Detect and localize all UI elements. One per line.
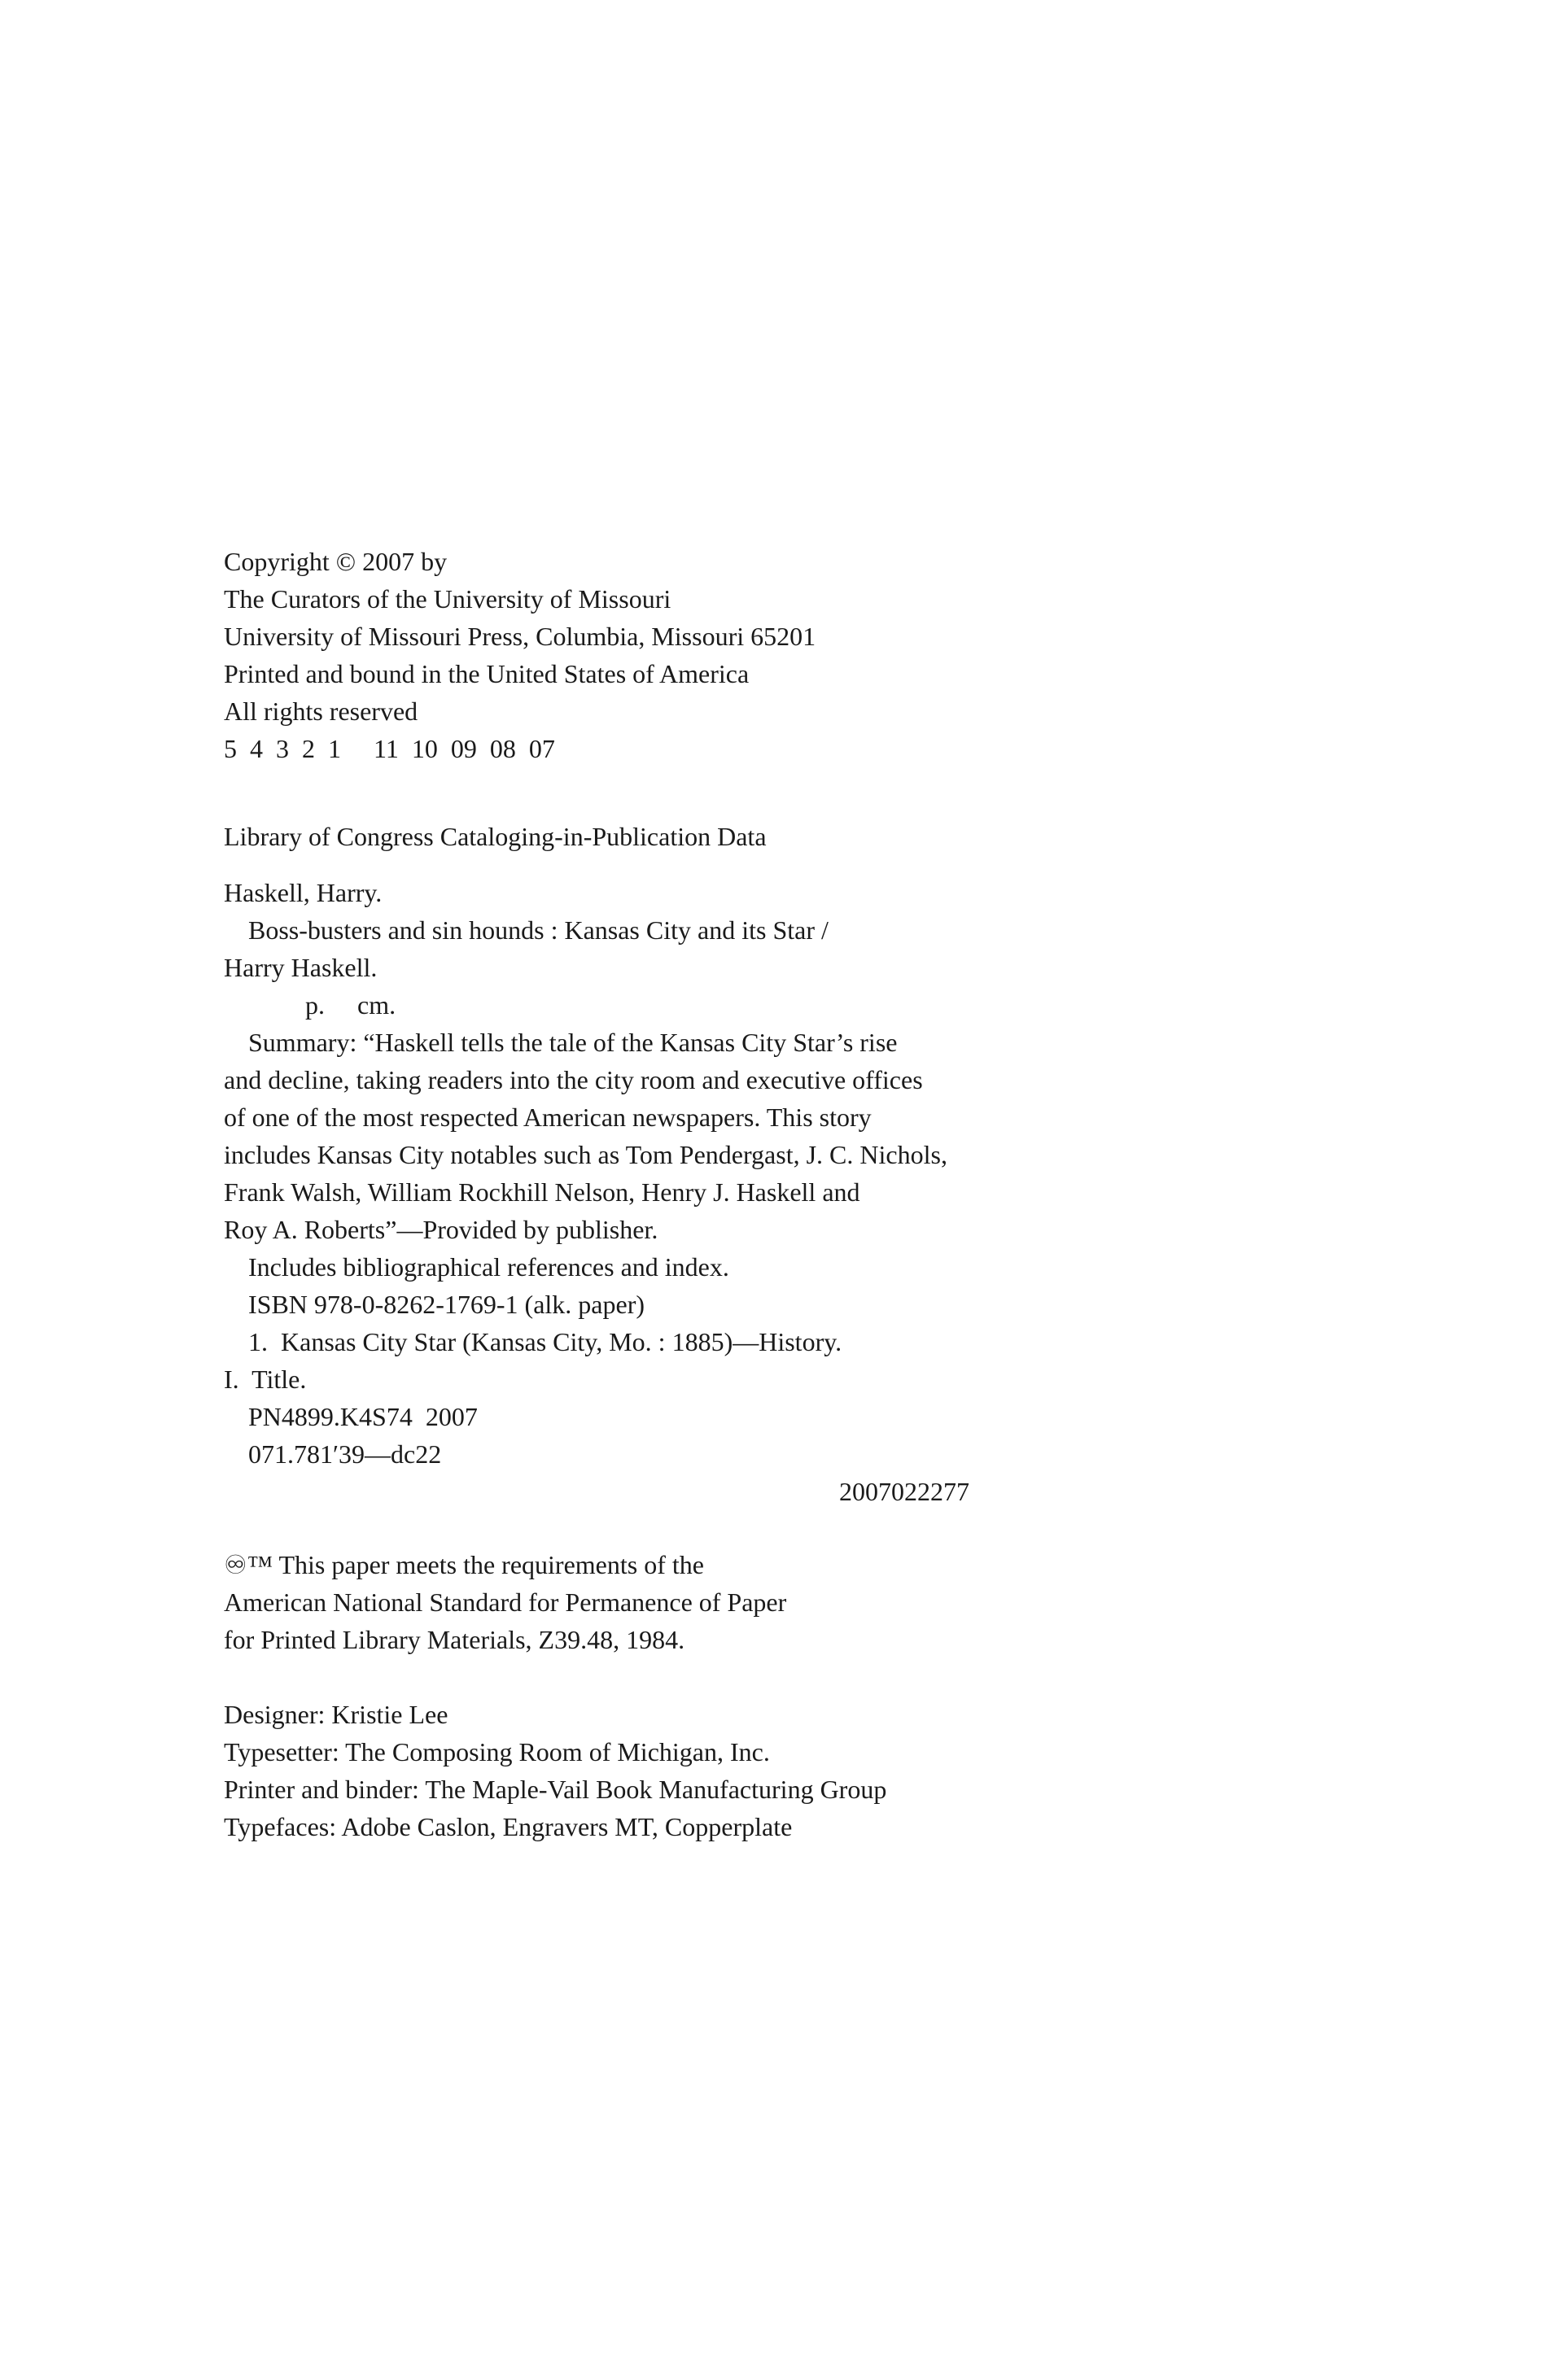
cip-subject: 1. Kansas City Star (Kansas City, Mo. : 1885)—History. [248,1327,842,1356]
copyright-holder: The Curators of the University of Missouri [224,584,671,614]
cip-summary-line: Summary: “Haskell tells the tale of the Kansas City Star’s rise [248,1028,898,1057]
cip-author: Haskell, Harry. [224,878,383,907]
credit-typefaces: Typefaces: Adobe Caslon, Engravers MT, Copperplate [224,1812,793,1841]
cip-bibliography: Includes bibliographical references and index. [248,1252,729,1282]
credit-printer: Printer and binder: The Maple-Vail Book Manufacturing Group [224,1775,887,1804]
cip-dewey: 071.781′39—dc22 [248,1439,442,1469]
publisher-address: University of Missouri Press, Columbia, Missouri 65201 [224,622,816,651]
printing-line: 5 4 3 2 1 11 10 09 08 07 [224,734,555,763]
rights-reserved: All rights reserved [224,697,418,726]
credit-typesetter: Typesetter: The Composing Room of Michigan, Inc. [224,1737,770,1766]
cip-summary-line: and decline, taking readers into the city room and executive offices [224,1065,923,1094]
cip-title-entry: I. Title. [224,1365,307,1394]
cip-isbn: ISBN 978-0-8262-1769-1 (alk. paper) [248,1290,645,1319]
cip-title-line-2: Harry Haskell. [224,953,378,982]
paper-notice-line: ♾™ This paper meets the requirements of the [224,1550,704,1579]
cip-lccn: 2007022277 [839,1477,969,1506]
paper-notice-line: American National Standard for Permanence of Paper [224,1587,787,1617]
cip-summary-line: includes Kansas City notables such as Tom Pendergast, J. C. Nichols, [224,1140,947,1169]
copyright-line: Copyright © 2007 by [224,547,448,576]
cip-summary-line: of one of the most respected American newspapers. This story [224,1103,872,1132]
cip-summary-line: Frank Walsh, William Rockhill Nelson, Henry J. Haskell and [224,1177,860,1207]
cip-heading: Library of Congress Cataloging-in-Publication Data [224,822,767,851]
credit-designer: Designer: Kristie Lee [224,1700,448,1729]
printed-in: Printed and bound in the United States of America [224,659,750,688]
cip-summary-line: Roy A. Roberts”—Provided by publisher. [224,1215,658,1244]
paper-notice-line: for Printed Library Materials, Z39.48, 1984. [224,1625,685,1654]
cip-pagination: p. cm. [305,990,396,1020]
cip-title-line-1: Boss-busters and sin hounds : Kansas City and its Star / [248,915,829,945]
cip-lc-class: PN4899.K4S74 2007 [248,1402,478,1431]
